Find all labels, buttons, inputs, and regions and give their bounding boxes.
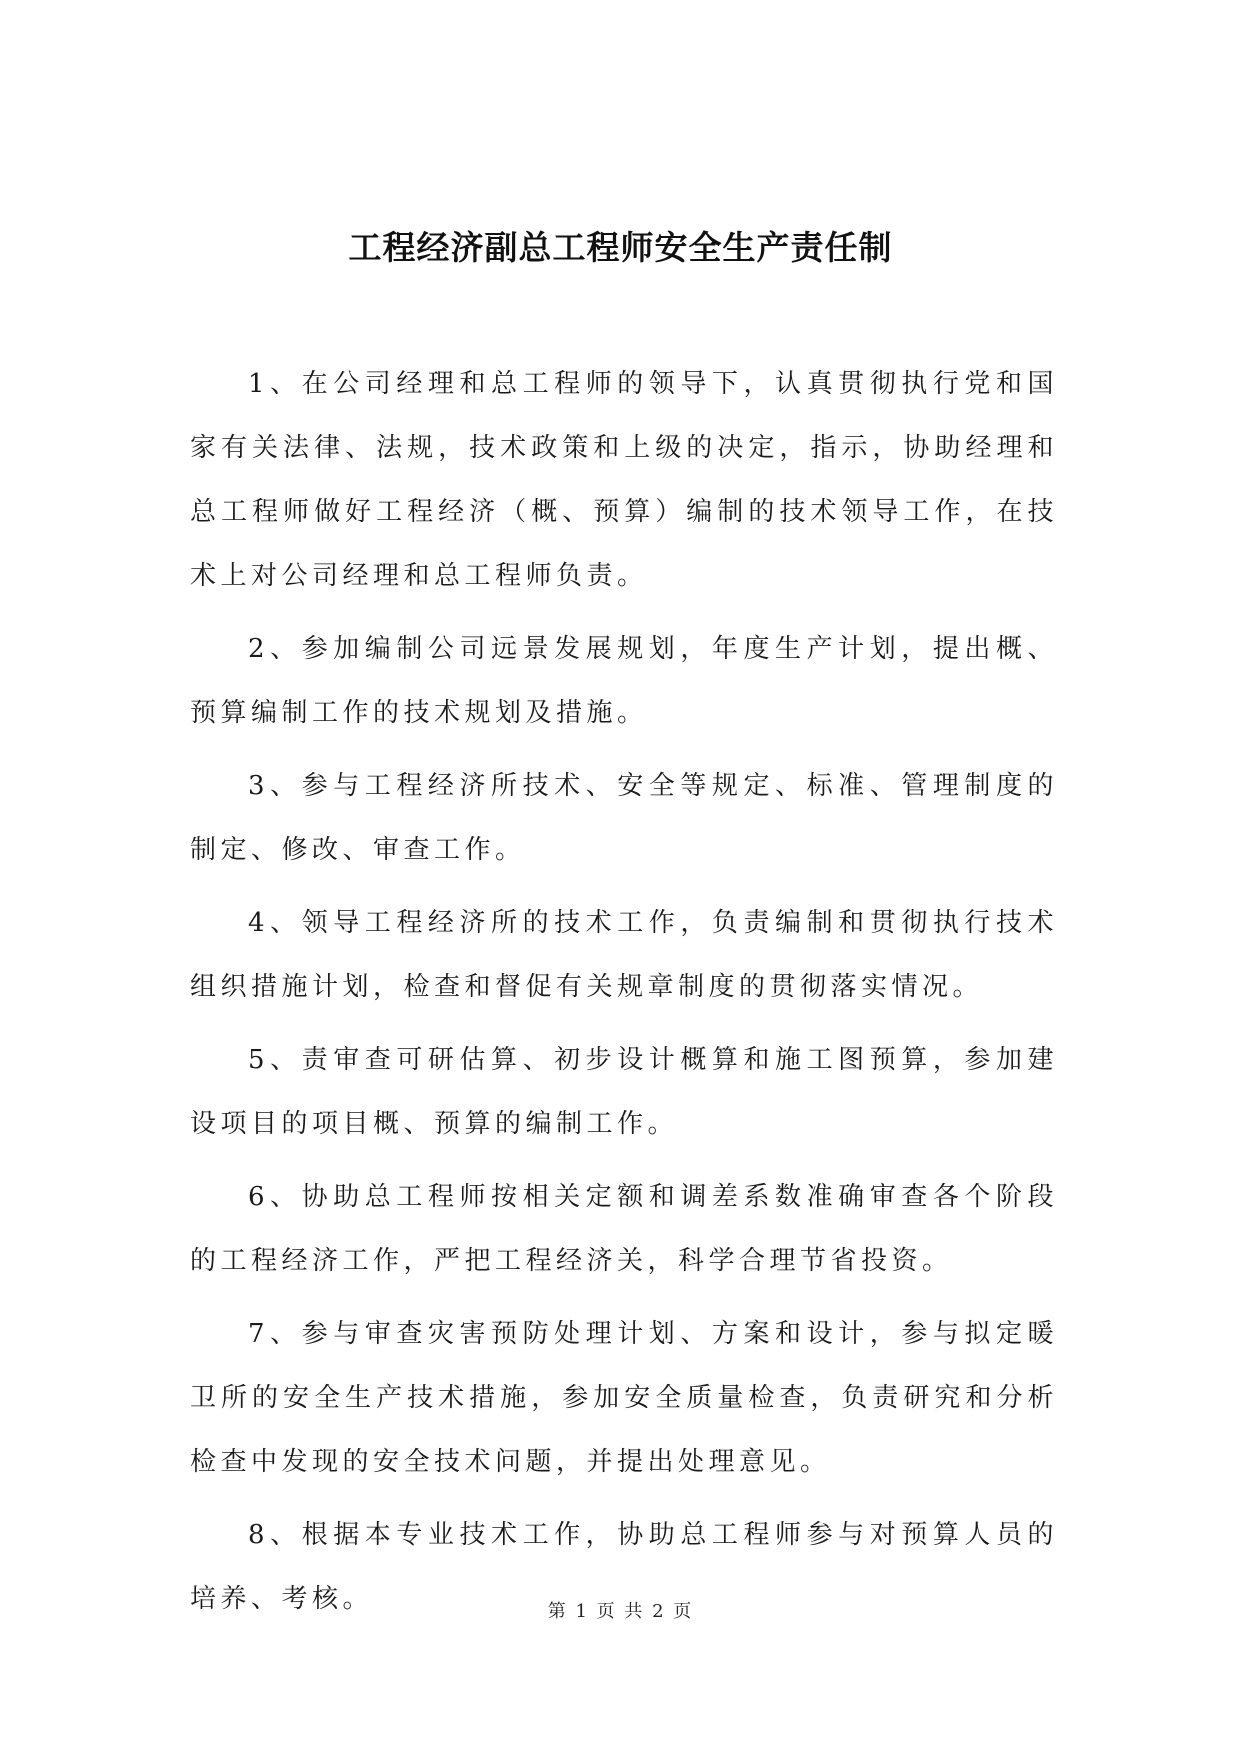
paragraph-3: 3、参与工程经济所技术、安全等规定、标准、管理制度的制定、修改、审查工作。 bbox=[190, 771, 1058, 865]
paragraph-1: 1、在公司经理和总工程师的领导下，认真贯彻执行党和国家有关法律、法规，技术政策和上级的决定，指示，协助经理和总工程师做好工程经济（概、预算）编制的技术领导工作，在技术上对公司经理和总工程师负责。 bbox=[190, 369, 1058, 591]
paragraph-4: 4、领导工程经济所的技术工作，负责编制和贯彻执行技术组织措施计划，检查和督促有关规章制度的贯彻落实情况。 bbox=[190, 908, 1058, 1002]
document-title: 工程经济副总工程师安全生产责任制 bbox=[348, 228, 893, 267]
paragraph-2: 2、参加编制公司远景发展规划，年度生产计划，提出概、预算编制工作的技术规划及措施。 bbox=[190, 634, 1058, 728]
document-body bbox=[190, 352, 1058, 1640]
paragraph-8: 8、根据本专业技术工作，协助总工程师参与对预算人员的培养、考核。 bbox=[190, 1520, 1058, 1614]
paragraph-5: 5、责审查可研估算、初步设计概算和施工图预算，参加建设项目的项目概、预算的编制工作。 bbox=[190, 1045, 1058, 1139]
paragraph-7: 7、参与审查灾害预防处理计划、方案和设计，参与拟定暖卫所的安全生产技术措施，参加安全质量检查，负责研究和分析检查中发现的安全技术问题，并提出处理意见。 bbox=[190, 1319, 1058, 1477]
page-number-footer: 第 1 页 共 2 页 bbox=[547, 1601, 694, 1622]
paragraph-6: 6、协助总工程师按相关定额和调差系数准确审查各个阶段的工程经济工作，严把工程经济关，科学合理节省投资。 bbox=[190, 1182, 1058, 1276]
